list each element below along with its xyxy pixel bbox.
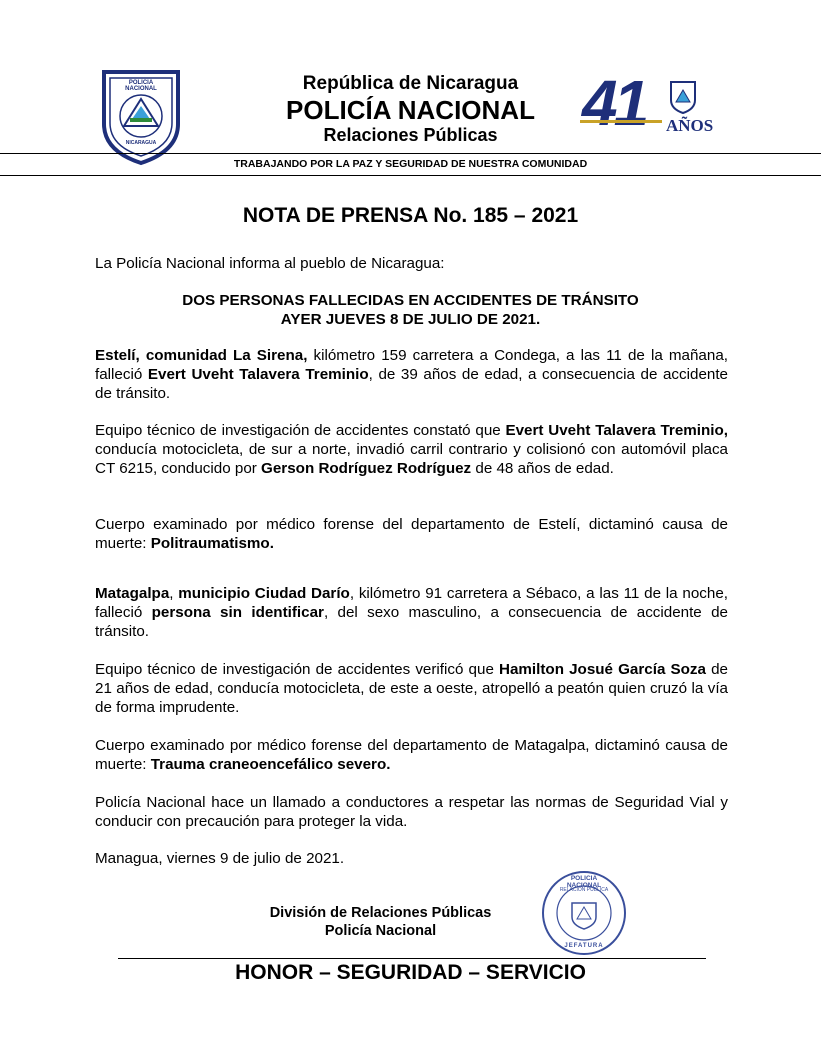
paragraph-matagalpa-cause [95, 736, 728, 774]
signature-line1: División de Relaciones Públicas [269, 905, 492, 921]
mini-seal-icon [668, 80, 698, 114]
text: , [169, 585, 179, 602]
victim-bold: persona sin identificar [151, 604, 324, 621]
location-bold: Estelí, comunidad La Sirena, [95, 347, 308, 364]
header-institution: POLICÍA NACIONAL [286, 95, 535, 125]
header-rule-bottom [0, 175, 821, 176]
anniversary-word: AÑOS [666, 116, 714, 135]
cause-of-death: Trauma craneoencefálico severo. [150, 756, 391, 773]
paragraph-matagalpa-investigation [95, 660, 728, 717]
municipality-bold: municipio Ciudad Darío [178, 585, 350, 602]
text: Cuerpo examinado por médico forense del departamento de Estelí, dictaminó causa de muerte: [95, 516, 728, 552]
text: kilómetro 159 carretera a Condega, a las 11 de la mañana, falleció [95, 347, 728, 383]
text: , del sexo masculino, a consecuencia de accidente de tránsito. [95, 604, 728, 640]
paragraph-esteli-event [95, 346, 728, 403]
anniversary-number: 41 [582, 67, 646, 139]
header-motto: TRABAJANDO POR LA PAZ Y SEGURIDAD DE NUESTRA COMUNIDAD [233, 158, 588, 170]
footer-motto: HONOR – SEGURIDAD – SERVICIO [235, 961, 586, 984]
text: conducía motocicleta, de sur a norte, invadió carril contrario y colisionó con automóvil placa CT 6215, conducido por [95, 441, 728, 477]
text: de 48 años de edad. [471, 460, 614, 477]
header-rule-top [0, 153, 821, 154]
driver-name: Hamilton Josué García Soza [499, 661, 706, 678]
cause-of-death: Politraumatismo. [150, 535, 274, 552]
headline-line2: AYER JUEVES 8 DE JULIO DE 2021. [280, 311, 541, 328]
text: Cuerpo examinado por médico forense del departamento de Matagalpa, dictaminó causa de muerte: [95, 737, 728, 773]
paragraph-esteli-cause [95, 515, 728, 553]
stamp-text-top: POLICIA NACIONAL [566, 875, 602, 889]
seal-text-bottom: NICARAGUA [125, 140, 157, 146]
signature-line2: Policía Nacional [324, 923, 437, 939]
location-bold: Matagalpa [95, 585, 170, 602]
driver-name: Evert Uveht Talavera Treminio, [505, 422, 728, 439]
anniversary-swoosh [580, 120, 662, 123]
victim-name: Evert Uveht Talavera Treminio [147, 366, 369, 383]
footer-rule [118, 958, 706, 959]
press-release-title: NOTA DE PRENSA No. 185 – 2021 [242, 204, 579, 227]
headline-line1: DOS PERSONAS FALLECIDAS EN ACCIDENTES DE TRÁNSITO [182, 292, 639, 309]
text: Equipo técnico de investigación de accidentes verificó que [95, 661, 500, 678]
text: , kilómetro 91 carretera a Sébaco, a las 11 de la noche, falleció [95, 585, 728, 621]
intro-line: La Policía Nacional informa al pueblo de Nicaragua: [95, 255, 445, 272]
paragraph-call-to-action: Policía Nacional hace un llamado a conductores a respetar las normas de Seguridad Vial y conducir con precaución para proteger la vida. [95, 794, 728, 830]
seal-text-top: POLICIA NACIONAL [125, 80, 157, 92]
text: , de 39 años de edad, a consecuencia de accidente de tránsito. [95, 366, 729, 402]
official-stamp [540, 869, 628, 957]
paragraph-esteli-investigation [95, 421, 728, 478]
text: de 21 años de edad, conducía motocicleta, de este a oeste, atropelló a peatón quien cruzó la vía de forma imprudente. [95, 661, 728, 716]
stamp-text-bottom: JEFATURA [564, 943, 604, 949]
header-country: República de Nicaragua [302, 73, 519, 94]
header-department: Relaciones Públicas [323, 125, 498, 145]
date-line: Managua, viernes 9 de julio de 2021. [95, 850, 345, 867]
other-driver-name: Gerson Rodríguez Rodríguez [261, 460, 472, 477]
stamp-text-middle: RELACION PUBLICA [559, 887, 609, 893]
text: Equipo técnico de investigación de accidentes constató que [95, 422, 506, 439]
anniversary-logo [580, 67, 720, 142]
paragraph-matagalpa-event [95, 584, 728, 641]
